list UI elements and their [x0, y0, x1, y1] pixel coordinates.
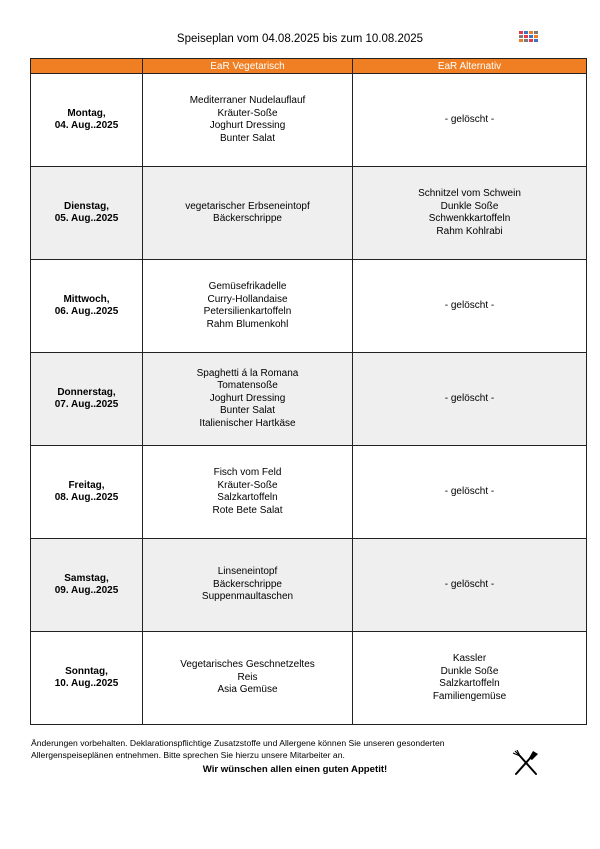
vegetarian-dish-cell — [143, 74, 353, 167]
table-row — [31, 446, 587, 539]
dish-item: Bäckerschrippe — [213, 213, 282, 224]
dish-item: vegetarischer Erbseneintopf — [185, 200, 310, 212]
dish-item: Salzkartoffeln — [439, 678, 500, 689]
allergen-note — [31, 737, 511, 762]
logo-square — [519, 31, 523, 34]
dish-item: Reis — [237, 671, 258, 683]
dish-item: Dunkle Soße — [440, 665, 499, 677]
dish-item: Linseneintopf — [217, 566, 278, 578]
vegetarian-dish-cell — [143, 167, 353, 260]
logo-square — [524, 35, 528, 38]
table-row — [31, 632, 587, 725]
dish-item: Petersilienkartoffeln — [203, 306, 292, 317]
day-cell — [31, 539, 143, 632]
alternative-dish-cell — [353, 74, 587, 167]
dish-item: Curry-Hollandaise — [207, 293, 288, 305]
dish-item: Bunter Salat — [219, 132, 276, 144]
alternative-dish-cell — [353, 632, 587, 725]
dish-item: - gelöscht - — [444, 578, 495, 590]
alternative-dish-cell — [353, 446, 587, 539]
dish-item: Mediterraner Nudelauflauf — [189, 95, 306, 106]
date-label: 08. Aug..2025 — [54, 492, 119, 503]
weekday-label: Montag, — [67, 107, 106, 119]
day-cell — [31, 260, 143, 353]
dish-item: Rote Bete Salat — [212, 504, 283, 516]
vegetarian-dish-cell — [143, 632, 353, 725]
table-header-row — [31, 59, 587, 74]
alternative-dish-cell — [353, 353, 587, 446]
dish-item: - gelöscht - — [444, 113, 495, 125]
greeting: Wir wünschen allen einen guten Appetit! — [202, 764, 388, 775]
dish-item: Bäckerschrippe — [213, 578, 282, 590]
weekday-label: Samstag, — [64, 572, 109, 584]
dish-item: Italienischer Hartkäse — [199, 417, 296, 429]
date-label: 07. Aug..2025 — [54, 399, 119, 410]
dish-item: Kräuter-Soße — [217, 107, 278, 119]
dish-item: Kräuter-Soße — [217, 479, 278, 491]
date-label: 10. Aug..2025 — [54, 678, 119, 689]
table-row — [31, 74, 587, 167]
dish-item: Rahm Kohlrabi — [436, 225, 503, 237]
weekday-label: Dienstag, — [63, 200, 109, 212]
dish-item: Familiengemüse — [432, 690, 507, 702]
logo-square — [529, 35, 533, 38]
dish-item: - gelöscht - — [444, 299, 495, 311]
dish-item: Gemüsefrikadelle — [208, 281, 287, 292]
logo-square — [529, 31, 533, 34]
dish-item: Suppenmaultaschen — [201, 591, 294, 603]
dish-item: Dunkle Soße — [440, 200, 499, 212]
logo-square — [519, 35, 523, 38]
date-label: 05. Aug..2025 — [54, 213, 119, 224]
weekday-label: Sonntag, — [65, 665, 108, 677]
header-day — [31, 59, 143, 74]
logo-square — [534, 31, 538, 34]
logo-square — [534, 35, 538, 38]
table-row — [31, 353, 587, 446]
logo-square — [529, 39, 533, 42]
weekday-label: Mittwoch, — [63, 293, 110, 305]
logo-square — [524, 39, 528, 42]
dish-item: Salzkartoffeln — [217, 492, 278, 503]
day-cell — [31, 446, 143, 539]
company-logo — [519, 31, 543, 49]
dish-item: Joghurt Dressing — [209, 120, 286, 131]
dish-item: Schwenkkartoffeln — [428, 213, 511, 224]
cutlery-icon — [512, 750, 540, 776]
logo-square — [524, 31, 528, 34]
header-vegetarian: EaR Vegetarisch — [143, 59, 353, 74]
dish-item: Schnitzel vom Schwein — [418, 188, 521, 199]
dish-item: Joghurt Dressing — [209, 392, 286, 404]
date-label: 04. Aug..2025 — [54, 120, 119, 131]
table-row — [31, 167, 587, 260]
dish-item: Spaghetti á la Romana — [196, 367, 299, 379]
table-row — [31, 539, 587, 632]
header-alternative: EaR Alternativ — [353, 59, 587, 74]
logo-square — [534, 39, 538, 42]
dish-item: - gelöscht - — [444, 485, 495, 497]
day-cell — [31, 632, 143, 725]
day-cell — [31, 353, 143, 446]
day-cell — [31, 167, 143, 260]
date-label: 09. Aug..2025 — [54, 585, 119, 596]
dish-item: Vegetarisches Geschnetzeltes — [180, 659, 315, 671]
dish-item: - gelöscht - — [444, 392, 495, 404]
vegetarian-dish-cell — [143, 260, 353, 353]
page-title: Speiseplan vom 04.08.2025 bis zum 10.08.2025 — [176, 33, 424, 45]
vegetarian-dish-cell — [143, 353, 353, 446]
dish-item: Tomatensoße — [217, 380, 278, 392]
weekday-label: Freitag, — [68, 479, 105, 491]
alternative-dish-cell — [353, 260, 587, 353]
day-cell — [31, 74, 143, 167]
dish-item: Asia Gemüse — [217, 684, 278, 696]
alternative-dish-cell — [353, 539, 587, 632]
weekday-label: Donnerstag, — [57, 386, 116, 398]
vegetarian-dish-cell — [143, 539, 353, 632]
date-label: 06. Aug..2025 — [54, 306, 119, 317]
meal-plan-table — [30, 58, 587, 725]
dish-item: Fisch vom Feld — [213, 467, 282, 478]
dish-item: Bunter Salat — [219, 405, 276, 417]
logo-mark — [519, 31, 543, 42]
dish-item: Kassler — [452, 653, 487, 664]
vegetarian-dish-cell — [143, 446, 353, 539]
allergen-note-line: Änderungen vorbehalten. Deklarationspflichtige Zusatzstoffe und Allergene können Sie unseren gesonderten — [31, 738, 445, 748]
logo-square — [519, 39, 523, 42]
table-row — [31, 260, 587, 353]
alternative-dish-cell — [353, 167, 587, 260]
allergen-note-line: Allergenspeiseplänen entnehmen. Bitte sprechen Sie hierzu unsere Mitarbeiter an. — [31, 750, 345, 761]
dish-item: Rahm Blumenkohl — [206, 318, 289, 330]
